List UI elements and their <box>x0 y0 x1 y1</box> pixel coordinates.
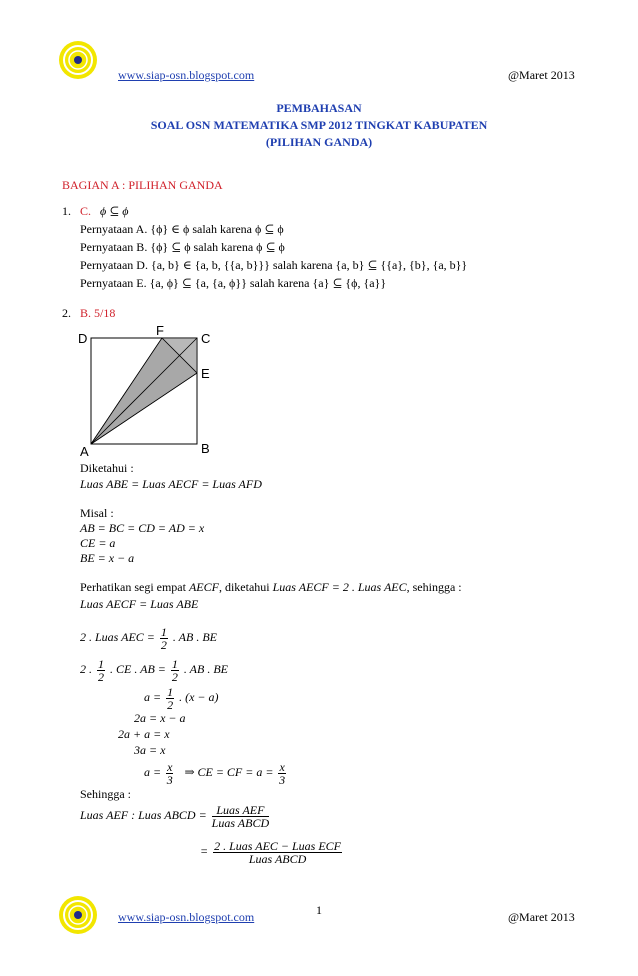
equals-sign: = <box>200 844 209 858</box>
frac-den: Luas ABCD <box>211 815 270 830</box>
step-8 <box>144 757 288 787</box>
step-1: Luas AECF = Luas ABE <box>80 597 199 611</box>
frac-den: Luas ABCD <box>248 851 307 866</box>
label-d: D <box>78 331 88 346</box>
label-f: F <box>156 325 164 338</box>
step-4 <box>144 682 219 712</box>
misal-eq-1: AB = BC = CD = AD = x <box>80 521 205 535</box>
header-url-link[interactable]: www.siap-osn.blogspot.com <box>118 68 255 82</box>
step-8-middle: ⇒ CE = CF = a = <box>184 765 274 779</box>
perhatikan-sentence <box>80 580 462 594</box>
q1-statement-b: Pernyataan B. {ϕ} ⊆ ϕ salah karena ϕ ⊆ ϕ <box>80 240 285 254</box>
q1-number: 1. <box>62 204 71 218</box>
perhatikan-part-4: Luas AECF = 2 . Luas AEC <box>272 580 407 594</box>
frac-num: Luas AEF <box>212 804 269 817</box>
step-2 <box>80 622 217 652</box>
frac-num: x <box>279 759 285 774</box>
perhatikan-part-1: Perhatikan segi empat <box>80 580 186 594</box>
q1-answer-expression: ϕ ⊆ ϕ <box>100 204 129 218</box>
frac-num: x <box>167 759 173 774</box>
frac-num: 1 <box>160 624 167 639</box>
frac-den: 2 <box>167 697 174 712</box>
step-3-fraction-2 <box>171 658 179 683</box>
frac-den: 2 <box>98 669 104 684</box>
step-3-middle: . CE . AB = <box>110 662 166 676</box>
frac-den: 2 <box>171 669 178 684</box>
step-3 <box>80 654 228 684</box>
step-4-fraction <box>166 686 174 711</box>
title-line-3: (PILIHAN GANDA) <box>265 135 373 149</box>
frac-den: 3 <box>279 772 286 787</box>
step-2-left: 2 . Luas AEC = <box>80 630 155 644</box>
label-c: C <box>201 331 211 346</box>
perhatikan-part-3: , diketahui <box>218 580 270 594</box>
footer-blog-logo <box>58 895 98 935</box>
q1-statement-a: Pernyataan A. {ϕ} ∈ ϕ salah karena ϕ ⊆ ϕ <box>80 222 284 236</box>
frac-num: 1 <box>98 656 104 671</box>
ratio-line-1 <box>80 800 271 830</box>
step-8-fraction-2 <box>278 761 285 786</box>
frac-den: 2 <box>160 637 167 652</box>
misal-eq-2: CE = a <box>80 536 116 550</box>
frac-num: 2 . Luas AEC − Luas ECF <box>214 838 342 853</box>
ratio-fraction-2 <box>213 840 342 865</box>
label-b: B <box>201 441 210 456</box>
step-5: 2a = x − a <box>134 711 186 725</box>
footer-url-link[interactable]: www.siap-osn.blogspot.com <box>118 910 255 924</box>
step-3-right: . AB . BE <box>183 662 228 676</box>
step-6: 2a + a = x <box>118 727 170 741</box>
diagonal-ac <box>91 338 197 444</box>
perhatikan-part-2: AECF <box>188 580 219 594</box>
step-8-fraction-1 <box>166 761 173 786</box>
frac-num: 1 <box>167 684 174 699</box>
blog-logo <box>58 40 98 80</box>
step-3-fraction-1 <box>97 658 105 683</box>
q1-answer: C. <box>80 204 92 218</box>
q2-number: 2. <box>62 306 71 320</box>
diketahui-label: Diketahui : <box>80 461 134 475</box>
step-2-fraction <box>160 626 168 651</box>
step-7: 3a = x <box>134 743 166 757</box>
diketahui-equation: Luas ABE = Luas AECF = Luas AFD <box>80 477 262 491</box>
label-a: A <box>80 444 89 459</box>
misal-label: Misal : <box>80 506 114 520</box>
step-3-left: 2 . <box>80 662 92 676</box>
perhatikan-part-5: , sehingga : <box>406 580 462 594</box>
header-date: @Maret 2013 <box>508 68 575 82</box>
frac-den: 3 <box>166 772 173 787</box>
sehingga-label: Sehingga : <box>80 787 131 801</box>
misal-eq-3: BE = x − a <box>80 551 135 565</box>
step-4-left: a = <box>144 690 162 704</box>
step-4-right: . (x − a) <box>179 690 219 704</box>
label-e: E <box>201 366 210 381</box>
page-number: 1 <box>316 903 322 917</box>
section-heading: BAGIAN A : PILIHAN GANDA <box>62 178 223 192</box>
q1-statement-e: Pernyataan E. {a, ϕ} ⊆ {a, {a, ϕ}} salah karena {a} ⊆ {ϕ, {a}} <box>80 276 387 290</box>
ratio-fraction-1 <box>212 804 269 829</box>
q2-answer: B. 5/18 <box>80 306 116 320</box>
step-8-left: a = <box>144 765 162 779</box>
q1-statement-d: Pernyataan D. {a, b} ∈ {a, b, {{a, b}}} salah karena {a, b} ⊆ {{a}, {b}, {a, b}} <box>80 258 468 272</box>
footer-date: @Maret 2013 <box>508 910 575 924</box>
title-line-1: PEMBAHASAN <box>276 101 362 115</box>
frac-num: 1 <box>171 656 178 671</box>
ratio-line-2 <box>200 836 344 866</box>
square-figure <box>68 325 228 460</box>
ratio-left: Luas AEF : Luas ABCD = <box>80 808 207 822</box>
title-line-2: SOAL OSN MATEMATIKA SMP 2012 TINGKAT KABUPATEN <box>150 118 488 132</box>
step-2-right: . AB . BE <box>172 630 217 644</box>
